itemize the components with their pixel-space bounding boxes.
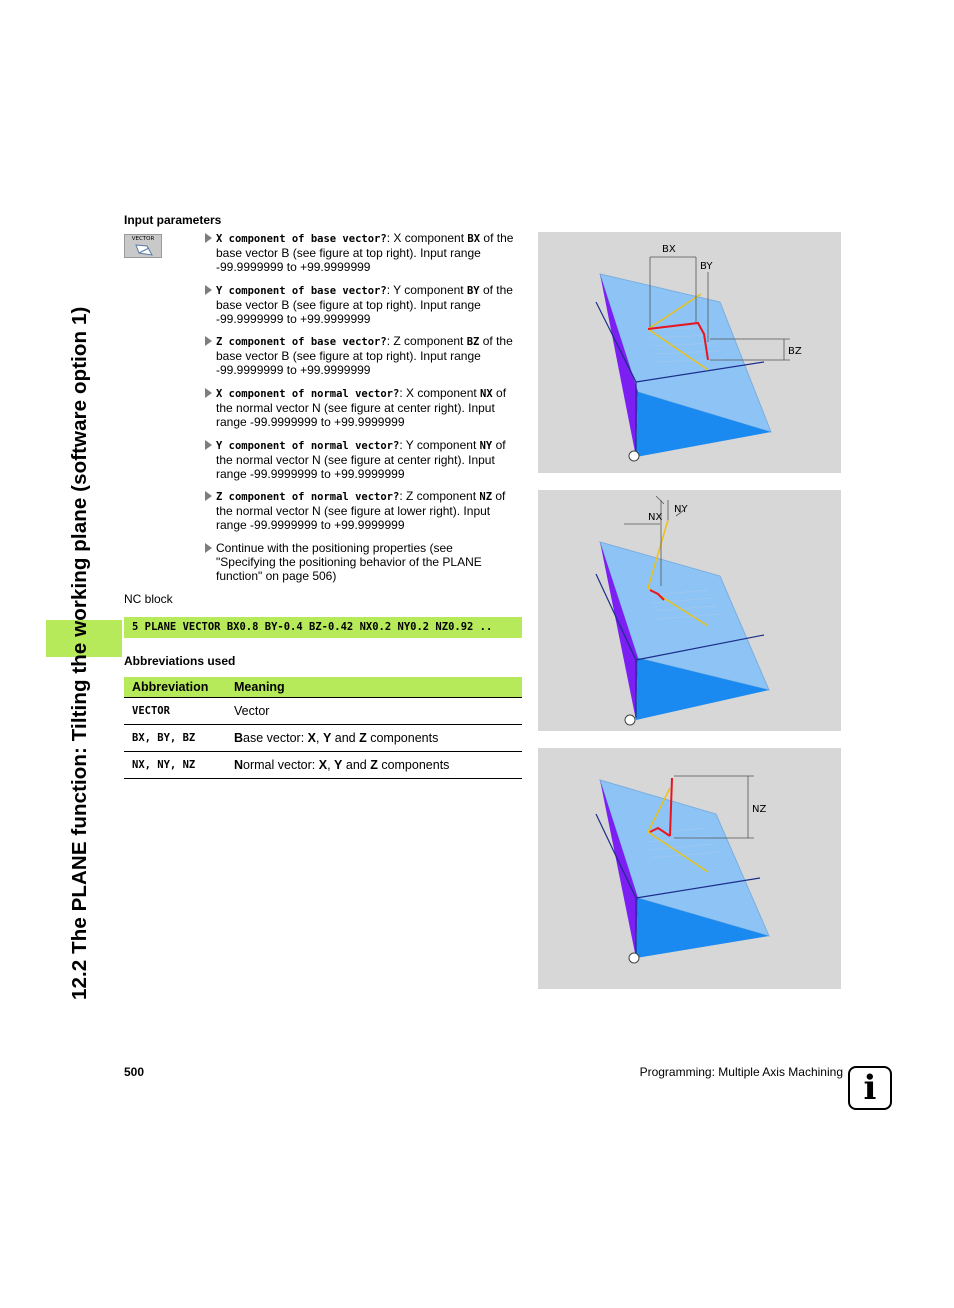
param-by: Y component of base vector?: Y component BY of the base vector B (see figure at top right). Input range -99.9999999 to +99.9999999 [205,283,519,326]
normal-vector-xy-diagram [538,490,841,731]
bullet-arrow-icon [205,491,212,501]
base-vector-diagram [538,232,841,473]
info-icon [848,1066,892,1110]
label-bx: BX [662,244,676,255]
label-bz: BZ [788,346,802,357]
table-row: NX, NY, NZ Normal vector: X, Y and Z components [124,752,522,779]
bullet-arrow-icon [205,233,212,243]
figure-normal-vector-xy [538,490,841,731]
label-by: BY [700,261,713,272]
abbreviations-table [124,677,522,779]
col-meaning: Meaning [226,677,522,698]
table-row: VECTOR Vector [124,698,522,725]
bullet-arrow-icon [205,285,212,295]
bullet-arrow-icon [205,336,212,346]
input-parameters-heading: Input parameters [124,213,222,227]
col-abbreviation: Abbreviation [124,677,226,698]
label-ny: NY [674,504,688,515]
param-nz: Z component of normal vector?: Z component NZ of the normal vector N (see figure at lower right). Input range -99.9999999 to +99.9999999 [205,489,519,532]
vector-softkey-label: VECTOR [131,236,155,242]
param-bx: X component of base vector?: X component BX of the base vector B (see figure at top right). Input range -99.9999999 to +99.9999999 [205,231,519,274]
bullet-arrow-icon [205,440,212,450]
param-continue: Continue with the positioning properties (see "Specifying the positioning behavior of the PLANE function" on page 506) [205,541,519,583]
tilted-plane-icon [135,243,153,256]
normal-vector-z-diagram [538,748,841,989]
param-nx: X component of normal vector?: X component NX of the normal vector N (see figure at center right). Input range -99.9999999 to +99.9999999 [205,386,519,429]
nc-block-code: 5 PLANE VECTOR BX0.8 BY-0.4 BZ-0.42 NX0.2 NY0.2 NZ0.92 .. [124,617,522,638]
param-ny: Y component of normal vector?: Y component NY of the normal vector N (see figure at center right). Input range -99.9999999 to +99.9999999 [205,438,519,481]
bullet-arrow-icon [205,388,212,398]
vector-softkey-icon [124,234,162,258]
param-bz: Z component of base vector?: Z component BZ of the base vector B (see figure at top right). Input range -99.9999999 to +99.9999999 [205,334,519,377]
page-number: 500 [124,1065,145,1079]
nc-block-label: NC block [124,592,173,606]
figure-base-vector [538,232,841,473]
bullet-arrow-icon [205,543,212,553]
info-glyph: i [863,1068,877,1108]
figure-normal-vector-z [538,748,841,989]
label-nz: NZ [752,804,767,815]
chapter-title: Programming: Multiple Axis Machining [639,1065,843,1079]
sidebar-title: 12.2 The PLANE function: Tilting the working plane (software option 1) [68,306,91,1000]
table-row: BX, BY, BZ Base vector: X, Y and Z components [124,725,522,752]
abbreviations-heading: Abbreviations used [124,654,236,668]
label-nx: NX [648,512,663,523]
